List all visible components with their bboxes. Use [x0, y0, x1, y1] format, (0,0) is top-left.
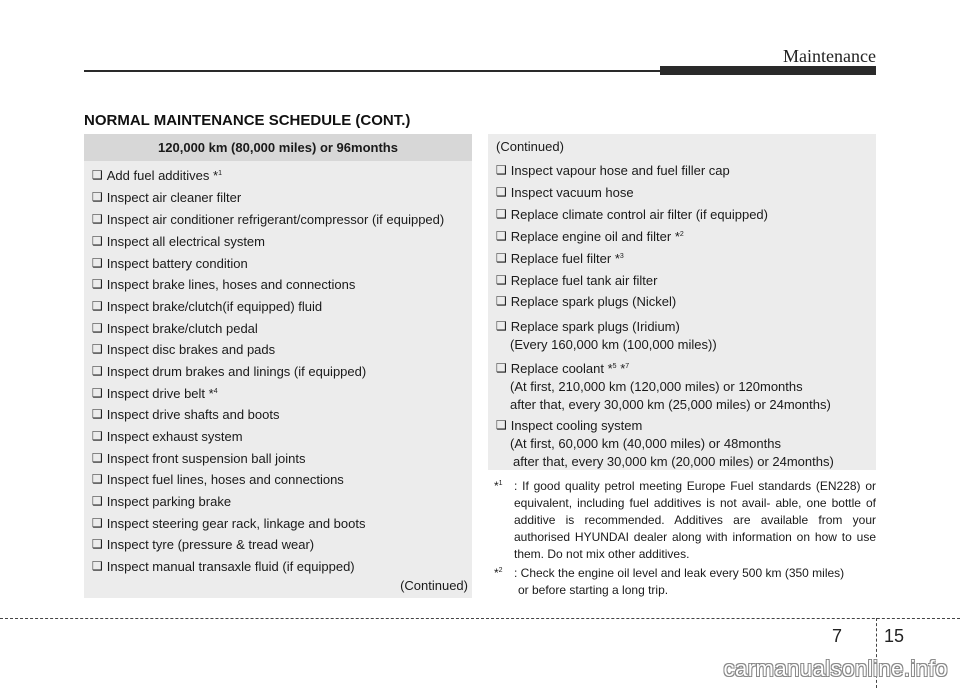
checkbox-icon: ❑ [92, 299, 103, 313]
list-item: ❑ Inspect vacuum hose [496, 185, 634, 200]
list-item: ❑ Inspect all electrical system [92, 234, 265, 249]
checkbox-icon: ❑ [92, 190, 103, 204]
item-note: after that, every 30,000 km (25,000 miles) or 24months) [510, 397, 831, 412]
section-title: Maintenance [783, 46, 876, 66]
checkbox-icon: ❑ [496, 251, 507, 265]
page-number: 15 [884, 626, 905, 646]
list-item: ❑ Inspect vapour hose and fuel filler cap [496, 163, 730, 178]
list-item: ❑ Add fuel additives *$^1$ [92, 168, 222, 183]
item-note: (At first, 210,000 km (120,000 miles) or 120months [510, 379, 803, 394]
list-item: ❑ Inspect manual transaxle fluid (if equipped) [92, 559, 355, 574]
footnote-2: *$^2$ : Check the engine oil level and leak every 500 km (350 miles) or before starting a long trip. [494, 566, 845, 597]
continued-label: (Continued) [496, 139, 564, 154]
checkbox-icon: ❑ [92, 364, 103, 378]
page-heading: NORMAL MAINTENANCE SCHEDULE (CONT.) [84, 112, 411, 129]
right-schedule-panel [488, 134, 876, 470]
list-item: ❑ Inspect exhaust system [92, 429, 243, 444]
list-item: ❑ Inspect disc brakes and pads [92, 342, 276, 357]
checkbox-icon: ❑ [92, 537, 103, 551]
checkbox-icon: ❑ [496, 163, 507, 177]
list-item: ❑ Inspect cooling system (At first, 60,000 km (40,000 miles) or 48months after that, every 30,000 km (20,000 miles) or 24months) [496, 418, 834, 469]
checkbox-icon: ❑ [496, 361, 507, 375]
checkbox-icon: ❑ [92, 407, 103, 421]
list-item: ❑ Inspect battery condition [92, 256, 248, 271]
header-rule-thick [660, 66, 876, 75]
list-item: ❑ Inspect brake lines, hoses and connections [92, 277, 356, 292]
list-item: ❑ Replace coolant *$^5$ *$^7$ (At first, 210,000 km (120,000 miles) or 120months after that, every 30,000 km (25,000 miles) or 24months) [496, 361, 831, 412]
item-note: after that, every 30,000 km (20,000 miles) or 24months) [513, 454, 834, 469]
list-item: ❑ Inspect drive shafts and boots [92, 407, 280, 422]
checkbox-icon: ❑ [92, 386, 103, 400]
left-panel-title: 120,000 km (80,000 miles) or 96months [84, 134, 472, 161]
watermark: carmanualsonline.info [723, 656, 948, 681]
list-item: ❑ Replace fuel filter *$^3$ [496, 251, 624, 266]
checkbox-icon: ❑ [496, 229, 507, 243]
checkbox-icon: ❑ [92, 429, 103, 443]
checkbox-icon: ❑ [496, 207, 507, 221]
list-item: ❑ Inspect drive belt *$^4$ [92, 386, 218, 401]
checkbox-icon: ❑ [92, 494, 103, 508]
checkbox-icon: ❑ [92, 559, 103, 573]
continued-label: (Continued) [400, 578, 468, 593]
list-item: ❑ Inspect brake/clutch pedal [92, 321, 258, 336]
checkbox-icon: ❑ [92, 212, 103, 226]
item-note: (At first, 60,000 km (40,000 miles) or 48months [510, 436, 781, 451]
checkbox-icon: ❑ [92, 516, 103, 530]
checkbox-icon: ❑ [92, 342, 103, 356]
list-item: ❑ Inspect brake/clutch(if equipped) fluid [92, 299, 323, 314]
list-item: ❑ Inspect parking brake [92, 494, 232, 509]
checkbox-icon: ❑ [496, 418, 507, 432]
checkbox-icon: ❑ [92, 472, 103, 486]
checkbox-icon: ❑ [496, 185, 507, 199]
checkbox-icon: ❑ [92, 234, 103, 248]
list-item: ❑ Inspect front suspension ball joints [92, 451, 306, 466]
checkbox-icon: ❑ [496, 319, 507, 333]
list-item: ❑ Inspect drum brakes and linings (if equipped) [92, 364, 367, 379]
list-item: ❑ Replace climate control air filter (if equipped) [496, 207, 768, 222]
checkbox-icon: ❑ [92, 256, 103, 270]
left-schedule-panel [84, 134, 472, 598]
chapter-number: 7 [832, 626, 843, 646]
list-item: ❑ Inspect air cleaner filter [92, 190, 242, 205]
header-rule-thin [84, 70, 660, 72]
list-item: ❑ Inspect tyre (pressure & tread wear) [92, 537, 315, 552]
list-item: ❑ Replace fuel tank air filter [496, 273, 658, 288]
list-item: ❑ Inspect air conditioner refrigerant/compressor (if equipped) [92, 212, 445, 227]
footnote-1: *$^1$ : If good quality petrol meeting Europe Fuel standards (EN228) or equivalent, including fuel additives is not avail- able, one bottle of additive is recommended. Additives are available from your authorised HYUNDAI dealer along with information on how to use them. Do not mix other additives. [494, 479, 876, 561]
list-item: ❑ Replace spark plugs (Iridium) (Every 160,000 km (100,000 miles)) [496, 319, 717, 352]
checkbox-icon: ❑ [92, 168, 103, 182]
checkbox-icon: ❑ [496, 294, 507, 308]
list-item: ❑ Inspect fuel lines, hoses and connections [92, 472, 344, 487]
checkbox-icon: ❑ [92, 451, 103, 465]
list-item: ❑ Inspect steering gear rack, linkage and boots [92, 516, 366, 531]
list-item: ❑ Replace spark plugs (Nickel) [496, 294, 677, 309]
checkbox-icon: ❑ [92, 321, 103, 335]
checkbox-icon: ❑ [496, 273, 507, 287]
item-note: (Every 160,000 km (100,000 miles)) [510, 337, 717, 352]
checkbox-icon: ❑ [92, 277, 103, 291]
page-divider-horizontal [0, 618, 960, 619]
list-item: ❑ Replace engine oil and filter *$^2$ [496, 229, 684, 244]
